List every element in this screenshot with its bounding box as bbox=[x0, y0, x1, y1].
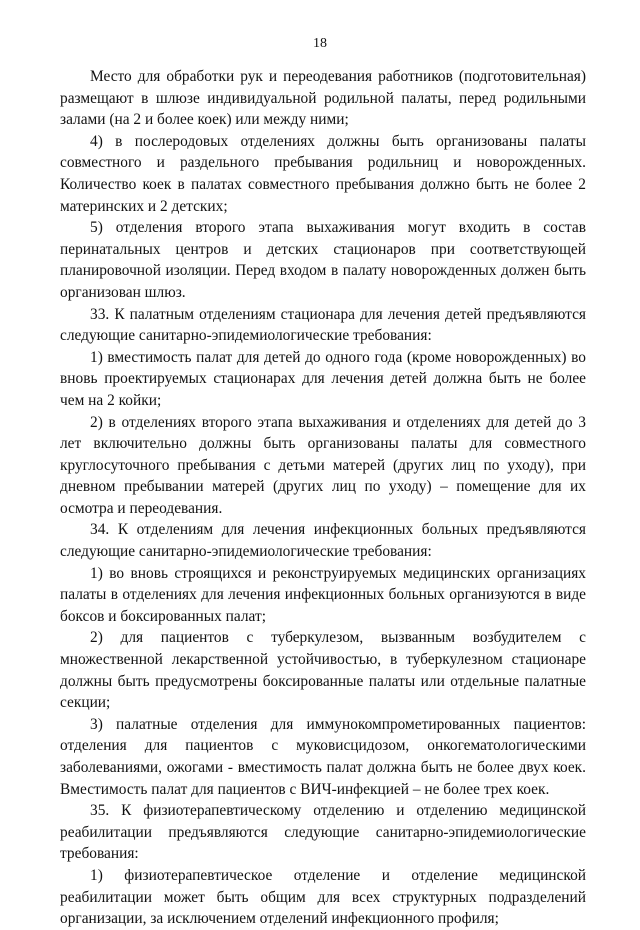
document-body bbox=[60, 66, 586, 930]
paragraph-34-item-2: 2) для пациентов с туберкулезом, вызванным возбудителем с множественной лекарственной устойчивостью, в туберкулезном стационаре должны быть предусмотрены боксированные палаты или отдельные палатные секции; bbox=[60, 629, 586, 712]
paragraph-35-item-1: 1) физиотерапевтическое отделение и отделение медицинской реабилитации может быть общим для всех структурных подразделений организации, за исключением отделений инфекционного профиля; bbox=[60, 866, 586, 928]
paragraph-item-4-postnatal: 4) в послеродовых отделениях должны быть организованы палаты совместного и раздельного пребывания родильниц и новорожденных. Количество коек в палатах совместного пребывания должно быть не более 2 материнских и 2 детских; bbox=[60, 132, 586, 215]
paragraph-section-34: 34. К отделениям для лечения инфекционных больных предъявляются следующие санитарно-эпидемиологические требования: bbox=[60, 521, 586, 561]
paragraph-34-item-1: 1) во вновь строящихся и реконструируемых медицинских организациях палаты в отделениях для лечения инфекционных больных организуются в виде боксов и боксированных палат; bbox=[60, 564, 586, 625]
paragraph-section-33: 33. К палатным отделениям стационара для лечения детей предъявляются следующие санитарно-эпидемиологические требования: bbox=[60, 305, 586, 345]
paragraph-33-item-2: 2) в отделениях второго этапа выхаживания и отделениях для детей до 3 лет включительно должны быть организованы палаты для совместного круглосуточного пребывания с детьми матерей (других лиц по уходу), при дневном пребывании матерей (других лиц по уходу) – помещение для их осмотра и переодевания. bbox=[60, 413, 586, 517]
page-number: 18 bbox=[313, 36, 327, 51]
paragraph-item-5-second-stage: 5) отделения второго этапа выхаживания могут входить в состав перинатальных центров и детских стационаров при соответствующей планировочной изоляции. Перед входом в палату новорожденных должен быть организован шлюз. bbox=[60, 219, 586, 301]
paragraph-33-item-1: 1) вместимость палат для детей до одного года (кроме новорожденных) во вновь проектируемых стационарах для лечения детей должна быть не более чем на 2 койки; bbox=[60, 348, 586, 409]
paragraph-34-item-3: 3) палатные отделения для иммунокомпрометированных пациентов: отделения для пациентов с муковисцидозом, онкогематологическими заболеваниями, ожогами - вместимость палат должна быть не более двух коек. Вместимость палат для пациентов с ВИЧ-инфекцией – не более трех коек. bbox=[60, 715, 586, 798]
paragraph-prep-room: Место для обработки рук и переодевания работников (подготовительная) размещают в шлюзе индивидуальной родильной палаты, перед родильными залами (на 2 и более коек) или между ними; bbox=[60, 68, 586, 129]
paragraph-section-35: 35. К физиотерапевтическому отделению и отделению медицинской реабилитации предъявляются следующие санитарно-эпидемиологические требования: bbox=[60, 802, 586, 863]
